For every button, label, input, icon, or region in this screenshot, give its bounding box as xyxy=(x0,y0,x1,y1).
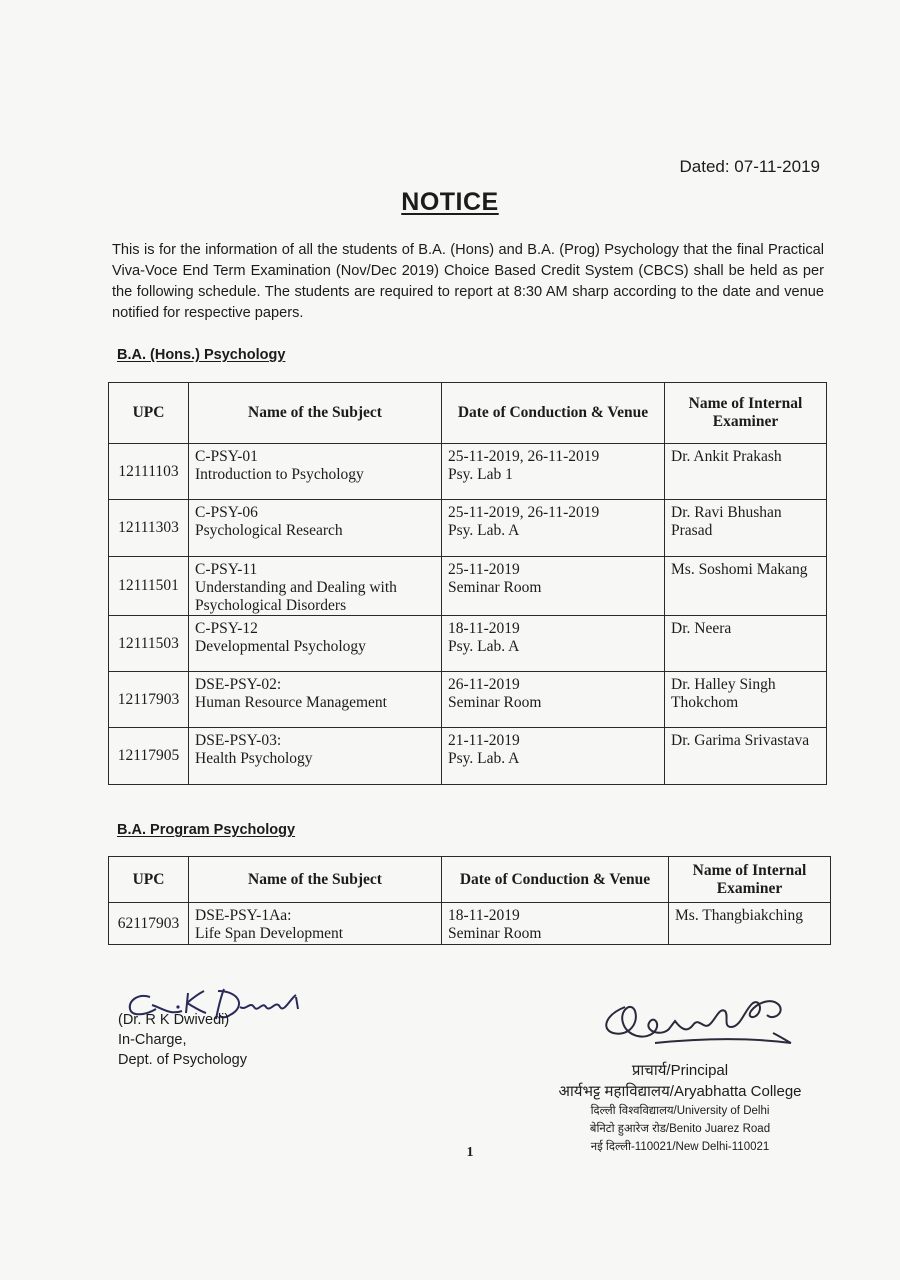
subject-name: Health Psychology xyxy=(195,750,313,767)
header-examiner: Name of Internal Examiner xyxy=(665,383,827,444)
header-upc: UPC xyxy=(109,383,189,444)
subject-cell xyxy=(189,903,442,945)
subject-code: C-PSY-11 xyxy=(195,561,258,578)
date-venue-cell xyxy=(442,903,669,945)
intro-paragraph: This is for the information of all the students of B.A. (Hons) and B.A. (Prog) Psychology that the final Practical Viva-Voce End Term Examination (Nov/Dec 2019) Choice Based Credit System (CBCS) shall be held as per the following schedule. The students are required to report at 8:30 AM sharp according to the date and venue notified for respective papers. xyxy=(112,242,824,321)
exam-venue: Psy. Lab 1 xyxy=(448,466,513,483)
exam-date: 18-11-2019 xyxy=(448,620,520,637)
exam-date: 25-11-2019 xyxy=(448,561,520,578)
exam-date: 25-11-2019, 26-11-2019 xyxy=(448,448,600,465)
header-subject: Name of the Subject xyxy=(189,383,442,444)
college-name: आर्यभट्ट महाविद्यालय/Aryabhatta College xyxy=(558,1083,802,1100)
subject-cell xyxy=(189,444,442,500)
upc-cell: 12117905 xyxy=(109,728,189,785)
signatory-left xyxy=(118,1010,247,1070)
city-address: नई दिल्ली-110021/New Delhi-110021 xyxy=(590,1141,770,1153)
header-date-venue: Date of Conduction & Venue xyxy=(442,383,665,444)
table-row xyxy=(109,616,827,672)
signatory-right xyxy=(540,1060,820,1156)
table-row xyxy=(109,500,827,557)
exam-venue: Seminar Room xyxy=(448,694,542,711)
hons-schedule-table xyxy=(108,382,827,785)
exam-venue: Psy. Lab. A xyxy=(448,750,520,767)
principal-title: प्राचार्य/Principal xyxy=(631,1062,729,1079)
prog-section-heading: B.A. Program Psychology xyxy=(117,822,296,838)
exam-venue: Psy. Lab. A xyxy=(448,522,520,539)
exam-date: 25-11-2019, 26-11-2019 xyxy=(448,504,600,521)
university-name: दिल्ली विश्वविद्यालय/University of Delhi xyxy=(590,1105,770,1117)
examiner-cell: Ms. Thangbiakching xyxy=(669,903,831,945)
upc-cell: 12111103 xyxy=(109,444,189,500)
table-header-row xyxy=(109,857,831,903)
table-row xyxy=(109,444,827,500)
header-date-venue: Date of Conduction & Venue xyxy=(442,857,669,903)
upc-cell: 62117903 xyxy=(109,903,189,945)
subject-cell xyxy=(189,728,442,785)
signature-right-image xyxy=(595,985,805,1055)
subject-name: Human Resource Management xyxy=(195,694,387,711)
upc-cell: 12111503 xyxy=(109,616,189,672)
examiner-cell: Dr. Halley Singh Thokchom xyxy=(665,672,827,728)
subject-name: Psychological Research xyxy=(195,522,343,539)
subject-name: Introduction to Psychology xyxy=(195,466,364,483)
road-address: बेनिटो हुआरेज रोड/Benito Juarez Road xyxy=(589,1123,771,1135)
header-subject: Name of the Subject xyxy=(189,857,442,903)
subject-name: Understanding and Dealing with Psychological Disorders xyxy=(195,579,397,614)
notice-title: NOTICE xyxy=(401,188,499,216)
table-row xyxy=(109,672,827,728)
subject-name: Life Span Development xyxy=(195,925,344,942)
signatory-left-dept: Dept. of Psychology xyxy=(118,1052,247,1068)
table-header-row xyxy=(109,383,827,444)
examiner-cell: Dr. Garima Srivastava xyxy=(665,728,827,785)
header-upc: UPC xyxy=(109,857,189,903)
subject-cell xyxy=(189,500,442,557)
exam-date: 21-11-2019 xyxy=(448,732,520,749)
notice-title-wrap xyxy=(0,188,900,217)
subject-cell xyxy=(189,616,442,672)
subject-cell xyxy=(189,672,442,728)
prog-schedule-table xyxy=(108,856,831,945)
date-venue-cell xyxy=(442,557,665,616)
subject-code: DSE-PSY-1Aa: xyxy=(195,907,292,924)
examiner-cell: Ms. Soshomi Makang xyxy=(665,557,827,616)
hons-section-heading: B.A. (Hons.) Psychology xyxy=(117,347,286,363)
date-venue-cell xyxy=(442,616,665,672)
subject-code: DSE-PSY-03: xyxy=(195,732,282,749)
table-row xyxy=(109,728,827,785)
subject-code: C-PSY-01 xyxy=(195,448,258,465)
upc-cell: 12117903 xyxy=(109,672,189,728)
exam-date: 18-11-2019 xyxy=(448,907,520,924)
date-venue-cell xyxy=(442,500,665,557)
examiner-cell: Dr. Neera xyxy=(665,616,827,672)
page-number: 1 xyxy=(466,1145,474,1160)
upc-cell: 12111501 xyxy=(109,557,189,616)
subject-cell xyxy=(189,557,442,616)
subject-code: C-PSY-06 xyxy=(195,504,258,521)
examiner-cell: Dr. Ankit Prakash xyxy=(665,444,827,500)
signatory-left-role: In-Charge, xyxy=(118,1032,187,1048)
date-venue-cell xyxy=(442,444,665,500)
signatory-left-name: (Dr. R K Dwivedi) xyxy=(118,1012,230,1028)
examiner-cell: Dr. Ravi Bhushan Prasad xyxy=(665,500,827,557)
upc-cell: 12111303 xyxy=(109,500,189,557)
date-venue-cell xyxy=(442,672,665,728)
date-venue-cell xyxy=(442,728,665,785)
header-examiner: Name of Internal Examiner xyxy=(669,857,831,903)
exam-venue: Seminar Room xyxy=(448,579,542,596)
table-row xyxy=(109,557,827,616)
subject-name: Developmental Psychology xyxy=(195,638,366,655)
exam-venue: Psy. Lab. A xyxy=(448,638,520,655)
subject-code: DSE-PSY-02: xyxy=(195,676,282,693)
table-row xyxy=(109,903,831,945)
subject-code: C-PSY-12 xyxy=(195,620,258,637)
exam-date: 26-11-2019 xyxy=(448,676,520,693)
exam-venue: Seminar Room xyxy=(448,925,542,942)
notice-date: Dated: 07-11-2019 xyxy=(679,157,820,176)
